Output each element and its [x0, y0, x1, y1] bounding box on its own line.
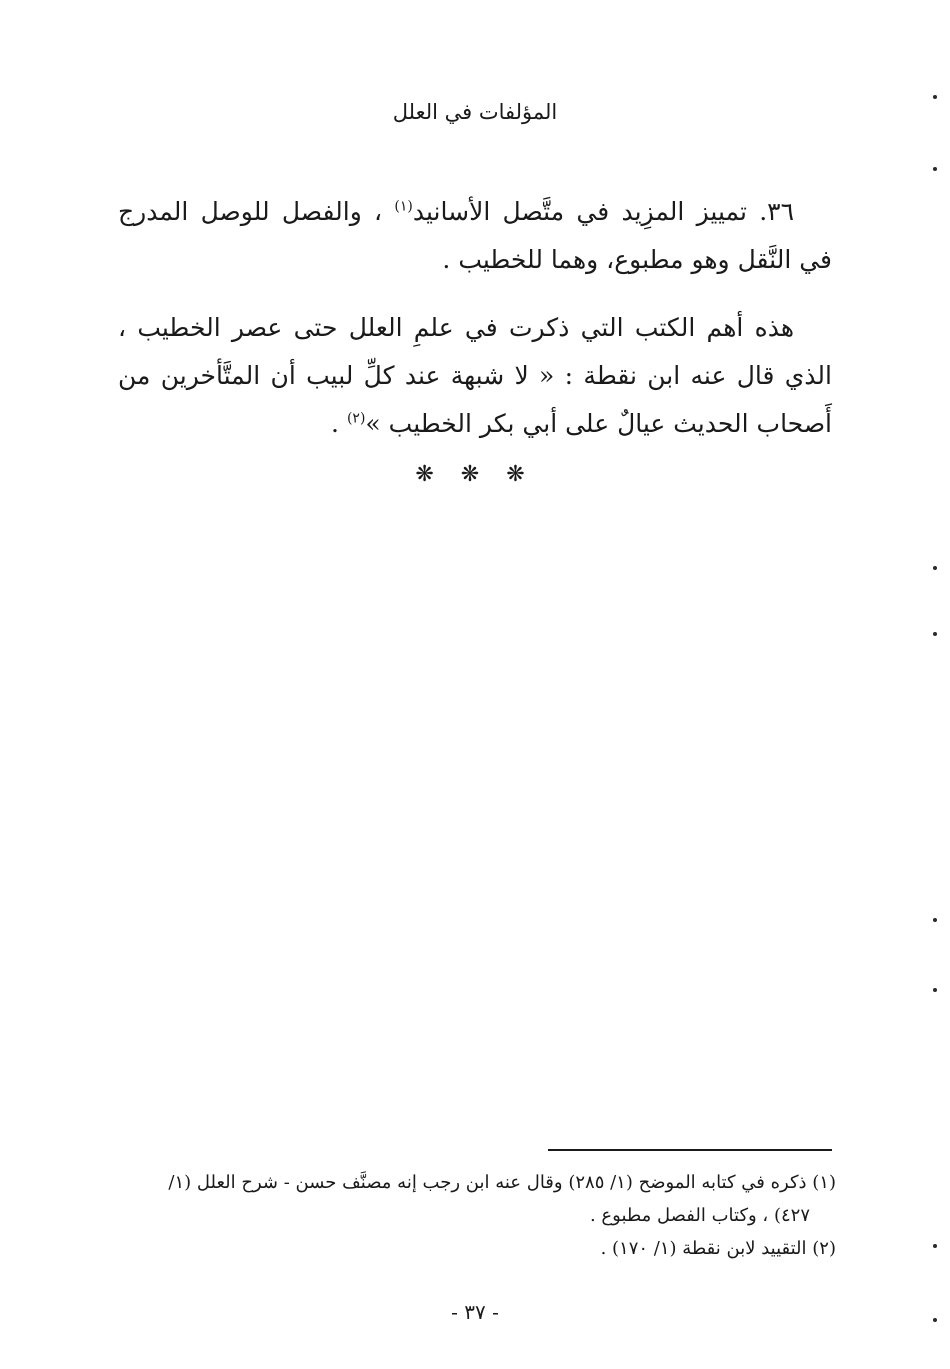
paragraph-text-main: هذه أهم الكتب التي ذكرت في علمِ العلل حتى عصر الخطيب ، الذي قال عنه ابن نقطة : « لا شبهة عند كلِّ لبيب أن المتَّأخرين من أَصحاب الحديث عيالٌ على أبي بكر الخطيب »: [118, 313, 832, 438]
scan-edge-mark: [933, 1244, 937, 1248]
paragraph-text: [118, 188, 832, 284]
paragraph-text-start: ٣٦. تمييز المزِيد في متَّصل الأسانيد: [412, 197, 794, 226]
running-title: المؤلفات في العلل: [392, 100, 558, 124]
section-separator: ❋ ❋ ❋: [415, 462, 535, 487]
page-number: - ٣٧ -: [451, 1300, 499, 1324]
footnote-2: (٢) التقييد لابن نقطة (١/ ١٧٠) .: [600, 1238, 836, 1259]
scan-edge-mark: [933, 566, 937, 570]
scan-edge-mark: [933, 918, 937, 922]
paragraph-text: [118, 304, 832, 448]
footnote-ref-1[interactable]: (١): [394, 198, 413, 215]
footnote-ref-2[interactable]: (٢): [346, 410, 366, 427]
paragraph-summary: [118, 304, 832, 448]
footnote-1-line-2: ٤٢٧) ، وكتاب الفصل مطبوع .: [589, 1205, 810, 1226]
scan-edge-mark: [933, 988, 937, 992]
footnote-1-line-1: (١) ذكره في كتابه الموضح (١/ ٢٨٥) وقال عنه ابن رجب إنه مصنَّف حسن - شرح العلل (١/: [168, 1172, 836, 1193]
paragraph-text-end: .: [331, 409, 347, 438]
scan-edge-mark: [933, 1318, 937, 1322]
scan-edge-mark: [933, 167, 937, 171]
scan-edge-mark: [933, 632, 937, 636]
paragraph-item-36: [118, 188, 832, 284]
scan-edge-mark: [933, 95, 937, 99]
footnotes: [118, 1166, 836, 1265]
paragraph-text-rest: ، والفصل للوصل المدرج في النَّقل وهو مطبوع، وهما للخطيب .: [118, 197, 832, 274]
footnote-divider: [548, 1149, 832, 1151]
